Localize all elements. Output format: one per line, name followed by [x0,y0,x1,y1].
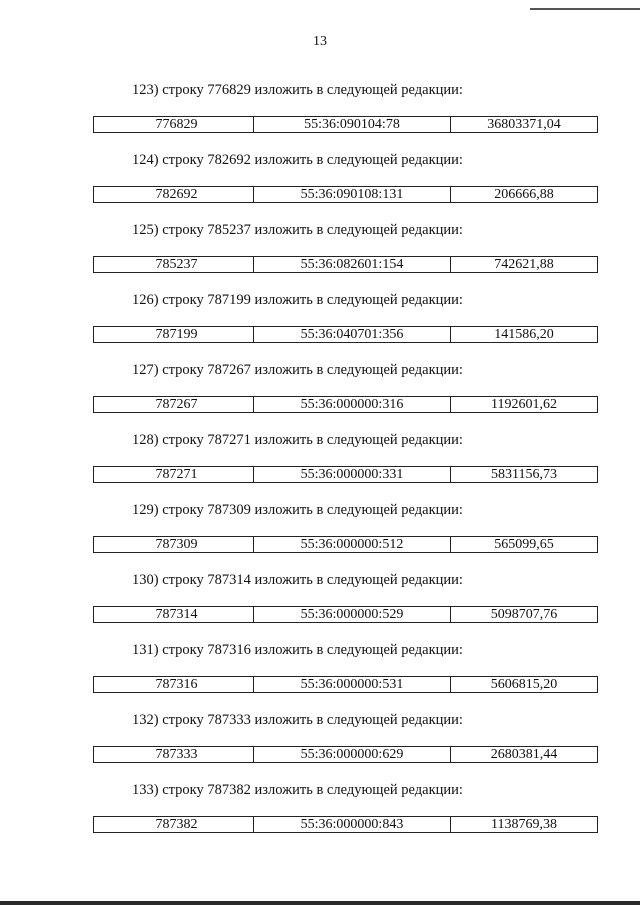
amendment-instruction: 131) строку 787316 изложить в следующей редакции: [132,642,463,658]
table-row [93,816,598,833]
amendment-instruction: 129) строку 787309 изложить в следующей редакции: [132,502,463,518]
table-row [93,466,598,483]
amendment-entry [0,72,640,142]
amendment-list [0,72,640,842]
amendment-entry [0,702,640,772]
cadastral-number-cell: 55:36:000000:316 [254,397,451,412]
cadastral-value-cell: 5098707,76 [490,607,558,622]
cadastral-value-cell: 1192601,62 [491,397,557,412]
row-code-cell: 787309 [94,537,254,552]
amendment-instruction: 125) строку 785237 изложить в следующей редакции: [132,222,463,238]
table-row [93,606,598,623]
table-row [93,326,598,343]
row-code-cell: 787314 [94,607,254,622]
cadastral-value-cell: 742621,88 [494,257,554,272]
cadastral-value-cell: 5606815,20 [490,677,558,692]
cadastral-value-cell: 5831156,73 [491,467,557,482]
amendment-instruction: 132) строку 787333 изложить в следующей редакции: [132,712,463,728]
row-code-cell: 782692 [94,187,254,202]
amendment-entry [0,492,640,562]
amendment-entry [0,352,640,422]
cadastral-value-cell: 565099,65 [494,537,554,552]
scan-corner-mark [530,8,640,10]
cadastral-number-cell: 55:36:040701:356 [254,327,451,342]
cadastral-number-cell: 55:36:090104:78 [254,117,451,132]
cadastral-value-cell: 1138769,38 [491,817,557,832]
cadastral-number-cell: 55:36:000000:331 [254,467,451,482]
amendment-instruction: 133) строку 787382 изложить в следующей редакции: [132,782,463,798]
table-row [93,396,598,413]
row-code-cell: 785237 [94,257,254,272]
cadastral-number-cell: 55:36:000000:843 [254,817,451,832]
cadastral-number-cell: 55:36:000000:531 [254,677,451,692]
row-code-cell: 787316 [94,677,254,692]
row-code-cell: 787333 [94,747,254,762]
amendment-entry [0,282,640,352]
cadastral-number-cell: 55:36:090108:131 [254,187,451,202]
amendment-instruction: 127) строку 787267 изложить в следующей редакции: [132,362,463,378]
cadastral-value-cell: 141586,20 [494,327,554,342]
cadastral-value-cell: 206666,88 [494,187,554,202]
amendment-entry [0,562,640,632]
cadastral-number-cell: 55:36:000000:512 [254,537,451,552]
row-code-cell: 787199 [94,327,254,342]
table-row [93,186,598,203]
table-row [93,116,598,133]
cadastral-number-cell: 55:36:000000:529 [254,607,451,622]
amendment-entry [0,142,640,212]
amendment-instruction: 130) строку 787314 изложить в следующей редакции: [132,572,463,588]
table-row [93,536,598,553]
row-code-cell: 776829 [94,117,254,132]
amendment-entry [0,422,640,492]
amendment-instruction: 126) строку 787199 изложить в следующей редакции: [132,292,463,308]
cadastral-value-cell: 36803371,04 [487,117,561,132]
table-row [93,676,598,693]
cadastral-number-cell: 55:36:000000:629 [254,747,451,762]
amendment-instruction: 123) строку 776829 изложить в следующей редакции: [132,82,463,98]
row-code-cell: 787382 [94,817,254,832]
amendment-instruction: 124) строку 782692 изложить в следующей редакции: [132,152,463,168]
cadastral-value-cell: 2680381,44 [490,747,558,762]
scan-bottom-edge [0,901,640,905]
cadastral-number-cell: 55:36:082601:154 [254,257,451,272]
amendment-entry [0,772,640,842]
page-number: 13 [313,34,327,49]
amendment-instruction: 128) строку 787271 изложить в следующей редакции: [132,432,463,448]
row-code-cell: 787267 [94,397,254,412]
row-code-cell: 787271 [94,467,254,482]
table-row [93,746,598,763]
table-row [93,256,598,273]
amendment-entry [0,632,640,702]
amendment-entry [0,212,640,282]
